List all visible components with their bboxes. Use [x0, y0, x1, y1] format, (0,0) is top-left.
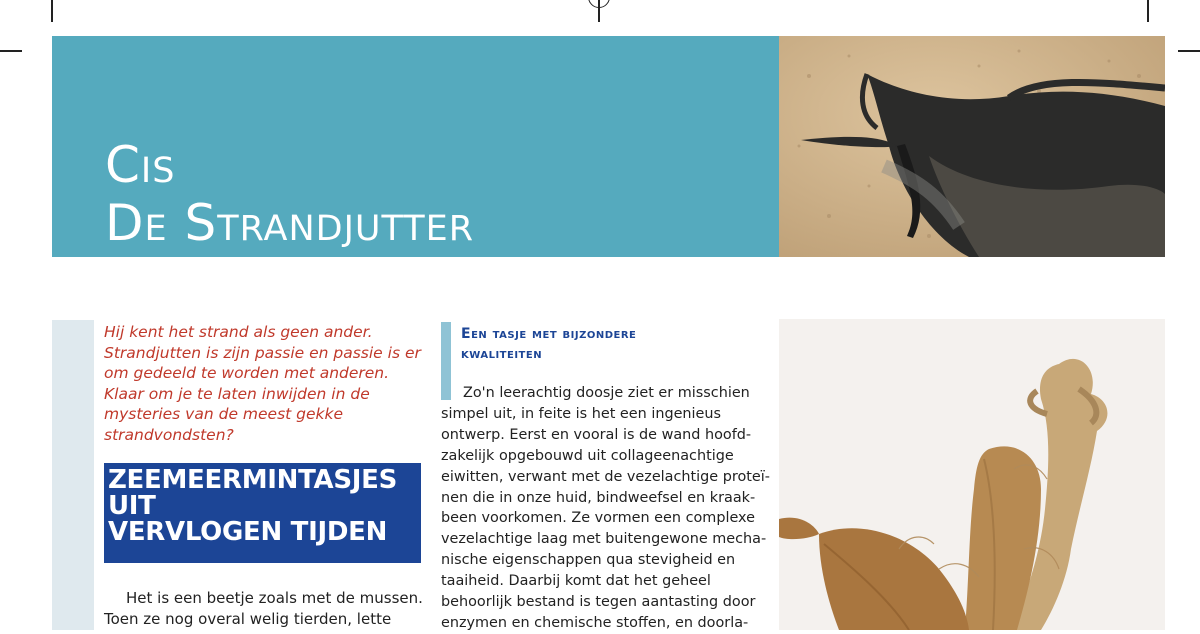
body-line: taaiheid. Daarbij komt dat het geheel	[441, 573, 711, 590]
article-body-start: Het is een beetje zoals met de mussen. Toen ze nog overal welig tierden, lette	[104, 589, 423, 628]
body-line: zakelijk opgebouwd uit collageenachtige	[441, 447, 734, 464]
subhead-line-1: Een tasje met bijzondere	[461, 326, 637, 342]
crop-mark-right	[1178, 50, 1200, 52]
section-body	[441, 383, 770, 634]
page-title	[105, 136, 474, 252]
body-line: behoorlijk bestand is tegen aantasting door	[441, 594, 756, 611]
crop-mark-left	[0, 50, 22, 52]
headline-box	[104, 463, 421, 563]
column-accent-bar	[52, 320, 94, 630]
intro-text: Hij kent het strand als geen ander. Strandjutten is zijn passie en passie is er om gedeeld te worden met anderen. Klaar om je te laten inwijden in de mysteries van de meest gekke strandvondsten?	[104, 323, 421, 444]
body-line: simpel uit, in feite is het een ingenieus	[441, 405, 722, 422]
eggcases-illustration	[779, 319, 1165, 630]
body-line: nen die in onze huid, bindweefsel en kraak-	[441, 489, 756, 506]
eggcase-on-sand-illustration	[779, 36, 1165, 257]
section-subhead	[461, 324, 636, 364]
headline-line-2: UIT	[108, 491, 156, 521]
crop-mark-top-right	[1147, 0, 1149, 22]
title-line-2: De Strandjutter	[105, 194, 475, 252]
body-line: eiwitten, verwant met de vezelachtige proteï-	[441, 468, 770, 485]
body-line: vezelachtige laag met buitengewone mecha-	[441, 531, 767, 548]
specimen-photo-eggcases	[779, 319, 1165, 630]
header-photo-eggcase-on-sand	[779, 36, 1165, 257]
body-line: enzymen en chemische stoffen, en doorla-	[441, 614, 749, 631]
registration-mark-stem	[598, 0, 600, 22]
headline-line-1: ZEEMEERMINTASJES	[108, 465, 398, 495]
subhead-line-2: kwaliteiten	[461, 346, 543, 362]
body-line: nische eigenschappen qua stevigheid en	[441, 552, 736, 569]
body-line: ontwerp. Eerst en vooral is de wand hoofd-	[441, 426, 752, 443]
headline-line-3: VERVLOGEN TIJDEN	[108, 517, 388, 547]
title-line-1: Cis	[105, 136, 176, 194]
article-headline	[108, 467, 421, 545]
body-line: been voorkomen. Ze vormen een complexe	[441, 510, 755, 527]
crop-mark-top-left	[51, 0, 53, 22]
body-line: Zo'n leerachtig doosje ziet er misschien	[463, 385, 750, 401]
